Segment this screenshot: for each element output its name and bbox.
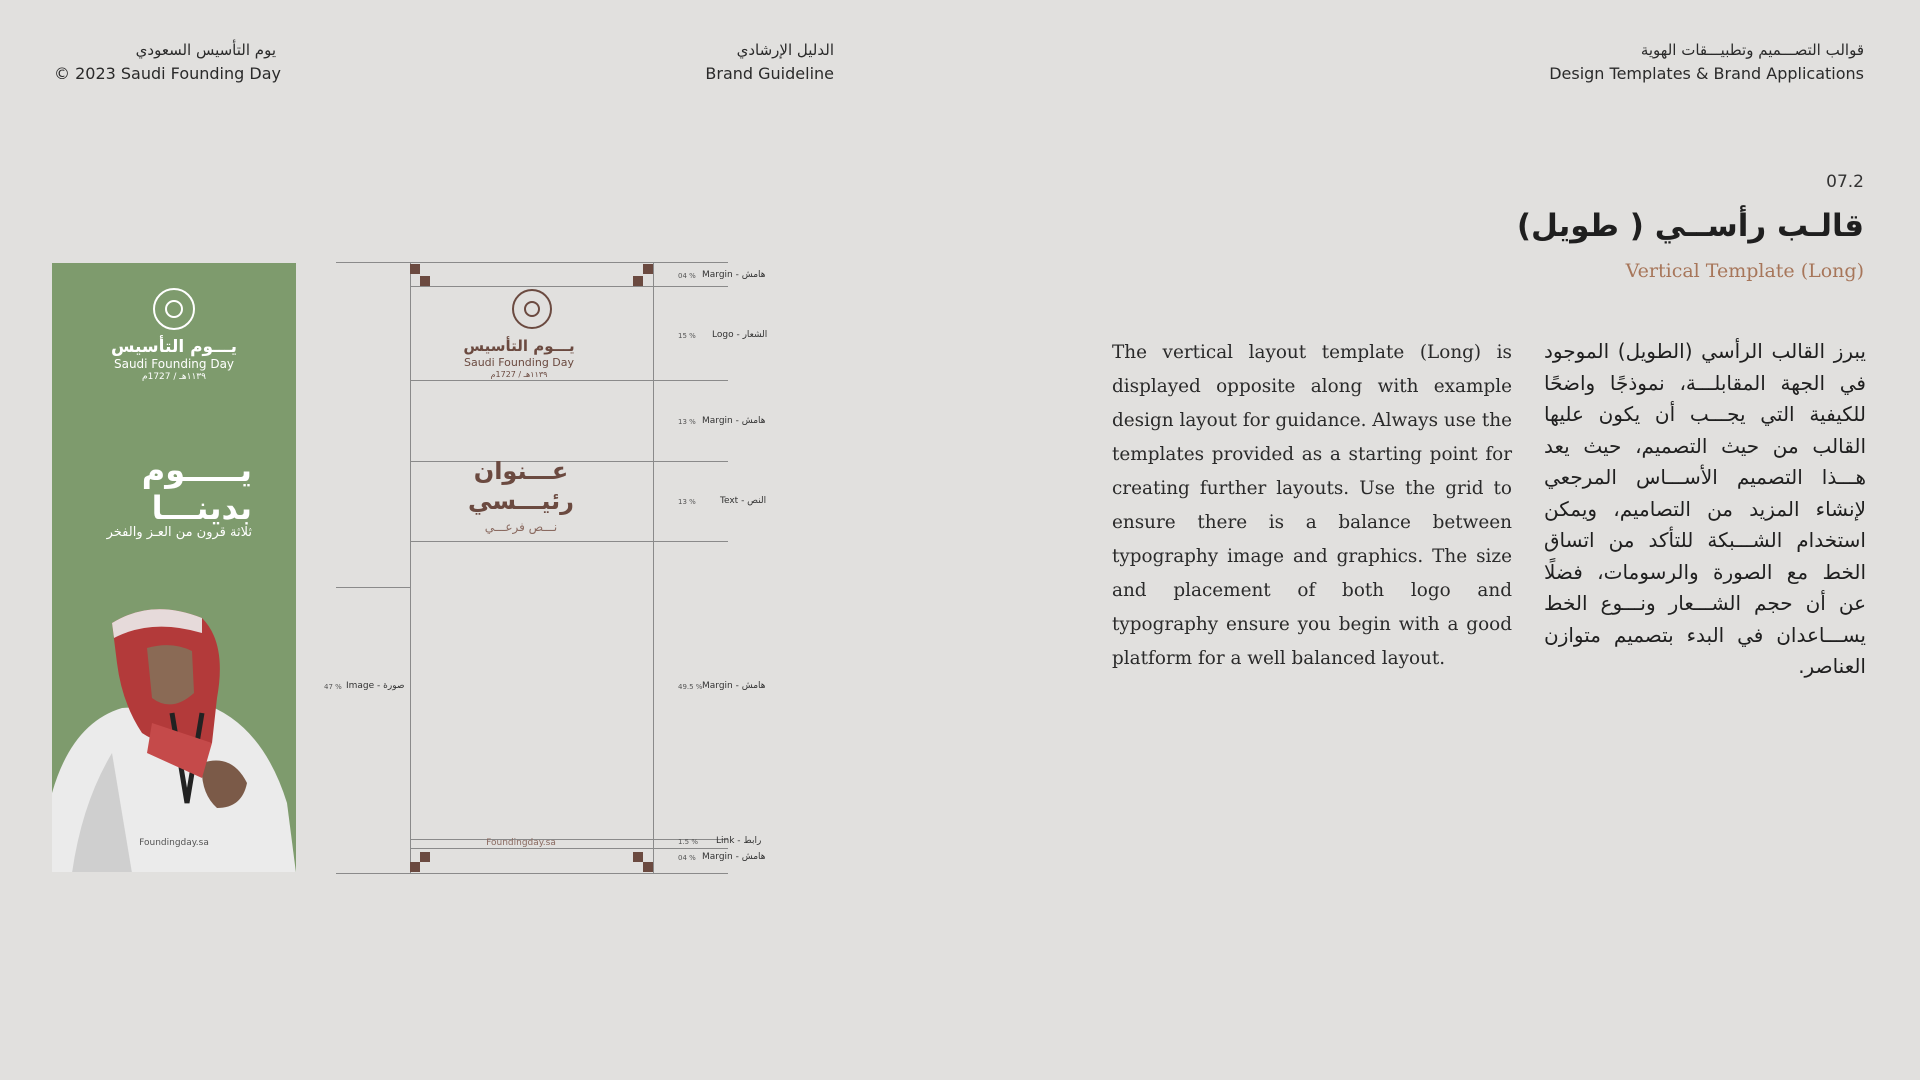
section-title-english: Vertical Template (Long) xyxy=(1625,260,1864,282)
percent-image: 47 % xyxy=(324,683,342,691)
poster-logo-years: ١١٣٩هـ / 1727م xyxy=(142,372,206,382)
label-link: Link - رابط xyxy=(716,836,762,846)
grid-logo-english: Saudi Founding Day xyxy=(463,356,575,369)
header-right-english: Design Templates & Brand Applications xyxy=(1549,64,1864,83)
percent-margin-big: 49.5 % xyxy=(678,683,703,691)
grid-line xyxy=(410,380,728,381)
percent-logo: 15 % xyxy=(678,332,696,340)
grid-subtitle: نـــص فرعـــي xyxy=(484,520,558,534)
grid-line xyxy=(410,541,728,542)
percent-margin-bottom: 04 % xyxy=(678,854,696,862)
label-margin-big: Margin - هامش xyxy=(702,681,766,691)
label-margin-top: Margin - هامش xyxy=(702,270,766,280)
corner-square xyxy=(643,264,653,274)
percent-margin-2: 13 % xyxy=(678,418,696,426)
grid-title-line-2: رئيـــسي xyxy=(468,487,574,515)
poster-logo-arabic: يـــوم التأسيس xyxy=(110,337,238,357)
header-right xyxy=(1549,38,1864,86)
label-text: Text - النص xyxy=(720,496,767,506)
corner-square xyxy=(410,264,420,274)
grid-line xyxy=(653,262,654,874)
layout-grid-diagram xyxy=(324,262,768,874)
label-margin-2: Margin - هامش xyxy=(702,416,766,426)
header-middle-english: Brand Guideline xyxy=(705,64,834,83)
header-middle xyxy=(680,38,834,86)
grid-line xyxy=(410,848,728,849)
poster-url: Foundingday.sa xyxy=(139,838,209,848)
corner-square xyxy=(420,276,430,286)
corner-square xyxy=(410,862,420,872)
grid-line xyxy=(410,262,411,874)
body-text-english: The vertical layout template (Long) is displayed opposite along with example design layout for guidance. Always use the templates provided as a starting point for creating further layouts. Use the grid to ensure there is a balance between typography image and graphics. The size and placement of both logo and typography ensure you begin with a good platform for a well balanced layout. xyxy=(1112,342,1512,669)
grid-line xyxy=(410,286,728,287)
grid-logo-arabic: يـــوم التأسيس xyxy=(463,337,575,355)
grid-line xyxy=(336,262,728,263)
corner-square xyxy=(643,862,653,872)
person-photo xyxy=(52,603,296,872)
section-number: 07.2 xyxy=(1826,172,1864,192)
header-left xyxy=(54,38,281,86)
grid-emblem-icon xyxy=(512,289,552,329)
label-margin-bottom: Margin - هامش xyxy=(702,852,766,862)
poster-logo-english: Saudi Founding Day xyxy=(113,357,235,371)
header-left-arabic: يوم التأسيس السعودي xyxy=(135,41,276,59)
percent-link: 1.5 % xyxy=(678,838,699,846)
poster-headline-line-2: بدينـــا xyxy=(151,489,252,527)
label-image: Image - صورة xyxy=(346,681,405,691)
emblem-icon xyxy=(153,288,195,330)
poster-headline-line-1: يـــــوم xyxy=(141,451,252,489)
header-left-copyright: © 2023 Saudi Founding Day xyxy=(54,64,281,83)
poster-subline: ثلاثة قرون من العـز والفخر xyxy=(106,525,252,540)
poster-example xyxy=(52,263,296,872)
corner-square xyxy=(633,276,643,286)
grid-url: Foundingday.sa xyxy=(486,838,556,848)
body-text-arabic: يبرز القالب الرأسي (الطويل) الموجود في الجهة المقابلـــة، نموذجًا واضحًا للكيفية التي يجـــب أن يكون عليها القالب من حيث التصميم، حيث يعد هـــذا التصميم الأســـاس المرجعي لإنشاء المزيد من التصاميم، ويمكن استخدام الشـــبكة للتأكد من اتساق الخط مع الصورة والرسومات، فضلًا عن أن حجم الشـــعار ونـــوع الخط يســـاعدان في البدء بتصميم متوازن العناصر. xyxy=(1544,339,1866,678)
percent-margin-top: 04 % xyxy=(678,272,696,280)
section-title-arabic: قالـب رأســي ( طويل) xyxy=(1516,208,1864,244)
corner-square xyxy=(420,852,430,862)
grid-line xyxy=(336,873,728,874)
header-middle-arabic: الدليل الإرشادي xyxy=(736,41,834,59)
percent-text: 13 % xyxy=(678,498,696,506)
grid-line xyxy=(336,587,410,588)
corner-square xyxy=(633,852,643,862)
label-logo: Logo - الشعار xyxy=(712,330,768,340)
header-right-arabic: قوالب التصـــميم وتطبيـــقات الهوية xyxy=(1640,41,1864,59)
grid-logo-years: ١١٣٩هـ / 1727م xyxy=(490,370,548,379)
grid-title-line-1: عـــنوان xyxy=(473,457,569,485)
